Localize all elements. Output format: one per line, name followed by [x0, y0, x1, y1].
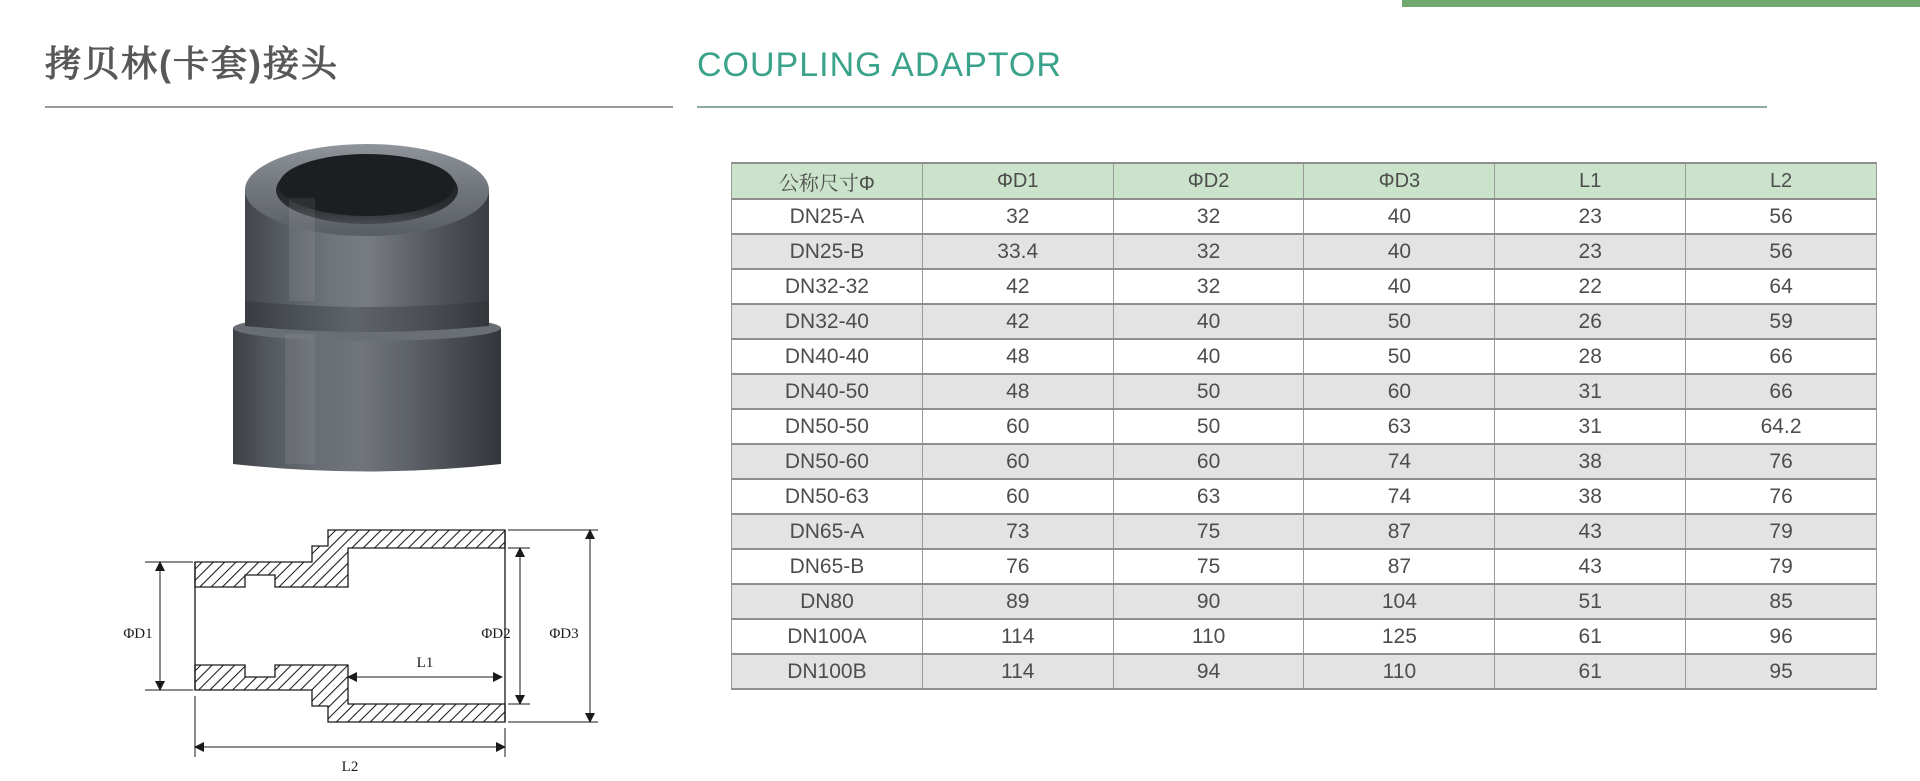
- table-cell: 59: [1686, 304, 1877, 339]
- row-label: DN50-63: [732, 479, 923, 514]
- table-row: [732, 304, 1877, 339]
- dim-label-l1: L1: [416, 655, 434, 671]
- column-header-l1: L1: [1495, 163, 1686, 199]
- table-cell: 104: [1304, 584, 1495, 619]
- table-cell: 94: [1113, 654, 1304, 689]
- table-cell: 42: [922, 304, 1113, 339]
- table-cell: 110: [1113, 619, 1304, 654]
- table-cell: 90: [1113, 584, 1304, 619]
- table-cell: 50: [1304, 304, 1495, 339]
- table-cell: 43: [1495, 549, 1686, 584]
- dim-label-d2: ΦD2: [481, 626, 511, 642]
- table-cell: 50: [1113, 409, 1304, 444]
- table-cell: 32: [1113, 199, 1304, 234]
- table-row: [732, 514, 1877, 549]
- table-cell: 51: [1495, 584, 1686, 619]
- section-bottom-wall: [195, 665, 505, 722]
- table-cell: 87: [1304, 514, 1495, 549]
- table-cell: 28: [1495, 339, 1686, 374]
- table-cell: 31: [1495, 409, 1686, 444]
- table-row: [732, 584, 1877, 619]
- dim-label-d3: ΦD3: [549, 626, 579, 642]
- table-cell: 48: [922, 374, 1113, 409]
- photo-lower-body: [233, 328, 501, 472]
- table-cell: 85: [1686, 584, 1877, 619]
- table-cell: 61: [1495, 619, 1686, 654]
- table-row: [732, 479, 1877, 514]
- row-label: DN65-A: [732, 514, 923, 549]
- table-cell: 56: [1686, 234, 1877, 269]
- row-label: DN65-B: [732, 549, 923, 584]
- table-cell: 79: [1686, 549, 1877, 584]
- table-cell: 64.2: [1686, 409, 1877, 444]
- dim-label-d1: ΦD1: [123, 626, 153, 642]
- table-cell: 76: [1686, 444, 1877, 479]
- table-cell: 40: [1304, 234, 1495, 269]
- table-cell: 74: [1304, 444, 1495, 479]
- table-cell: 76: [1686, 479, 1877, 514]
- table-cell: 114: [922, 619, 1113, 654]
- table-cell: 96: [1686, 619, 1877, 654]
- table-cell: 22: [1495, 269, 1686, 304]
- spec-table: [731, 162, 1877, 690]
- title-underline-right: [697, 106, 1767, 108]
- row-label: DN40-50: [732, 374, 923, 409]
- table-cell: 50: [1304, 339, 1495, 374]
- table-cell: 87: [1304, 549, 1495, 584]
- table-cell: 61: [1495, 654, 1686, 689]
- table-cell: 114: [922, 654, 1113, 689]
- table-cell: 60: [1113, 444, 1304, 479]
- row-label: DN50-50: [732, 409, 923, 444]
- page-title-english: COUPLING ADAPTOR: [697, 46, 1062, 84]
- table-cell: 40: [1113, 339, 1304, 374]
- table-row: [732, 199, 1877, 234]
- table-cell: 75: [1113, 514, 1304, 549]
- table-cell: 33.4: [922, 234, 1113, 269]
- table-cell: 40: [1113, 304, 1304, 339]
- row-label: DN50-60: [732, 444, 923, 479]
- row-label: DN80: [732, 584, 923, 619]
- table-cell: 42: [922, 269, 1113, 304]
- technical-drawing: [90, 515, 610, 781]
- table-cell: 75: [1113, 549, 1304, 584]
- table-row: [732, 654, 1877, 689]
- row-label: DN100B: [732, 654, 923, 689]
- table-cell: 60: [1304, 374, 1495, 409]
- table-cell: 125: [1304, 619, 1495, 654]
- row-label: DN25-A: [732, 199, 923, 234]
- spec-table-body: [732, 199, 1877, 689]
- table-cell: 63: [1113, 479, 1304, 514]
- table-row: [732, 269, 1877, 304]
- table-cell: 48: [922, 339, 1113, 374]
- column-header-d3: ΦD3: [1304, 163, 1495, 199]
- table-cell: 60: [922, 409, 1113, 444]
- table-cell: 32: [1113, 234, 1304, 269]
- table-cell: 74: [1304, 479, 1495, 514]
- row-label: DN40-40: [732, 339, 923, 374]
- table-cell: 63: [1304, 409, 1495, 444]
- table-cell: 79: [1686, 514, 1877, 549]
- photo-highlight-lower: [285, 334, 315, 464]
- row-label: DN100A: [732, 619, 923, 654]
- table-row: [732, 374, 1877, 409]
- table-cell: 66: [1686, 339, 1877, 374]
- table-cell: 66: [1686, 374, 1877, 409]
- table-cell: 60: [922, 444, 1113, 479]
- accent-bar: [1402, 0, 1920, 7]
- table-cell: 26: [1495, 304, 1686, 339]
- table-row: [732, 549, 1877, 584]
- table-cell: 110: [1304, 654, 1495, 689]
- title-underline-left: [45, 106, 673, 108]
- table-cell: 23: [1495, 234, 1686, 269]
- table-cell: 43: [1495, 514, 1686, 549]
- table-row: [732, 339, 1877, 374]
- photo-highlight-upper: [289, 198, 315, 301]
- column-header-size: 公称尺寸Φ: [732, 163, 923, 199]
- table-cell: 50: [1113, 374, 1304, 409]
- table-cell: 56: [1686, 199, 1877, 234]
- row-label: DN25-B: [732, 234, 923, 269]
- table-row: [732, 444, 1877, 479]
- column-header-d1: ΦD1: [922, 163, 1113, 199]
- product-photo: [231, 138, 503, 478]
- column-header-l2: L2: [1686, 163, 1877, 199]
- table-cell: 23: [1495, 199, 1686, 234]
- dim-label-l2: L2: [341, 759, 359, 775]
- table-cell: 32: [1113, 269, 1304, 304]
- table-cell: 40: [1304, 269, 1495, 304]
- table-cell: 64: [1686, 269, 1877, 304]
- row-label: DN32-32: [732, 269, 923, 304]
- table-cell: 31: [1495, 374, 1686, 409]
- table-cell: 32: [922, 199, 1113, 234]
- table-cell: 40: [1304, 199, 1495, 234]
- table-cell: 38: [1495, 444, 1686, 479]
- table-cell: 95: [1686, 654, 1877, 689]
- table-cell: 60: [922, 479, 1113, 514]
- row-label: DN32-40: [732, 304, 923, 339]
- table-cell: 38: [1495, 479, 1686, 514]
- section-top-wall: [195, 530, 505, 587]
- header-row: [732, 163, 1877, 199]
- table-cell: 76: [922, 549, 1113, 584]
- table-row: [732, 619, 1877, 654]
- column-header-d2: ΦD2: [1113, 163, 1304, 199]
- table-cell: 89: [922, 584, 1113, 619]
- table-row: [732, 234, 1877, 269]
- table-cell: 73: [922, 514, 1113, 549]
- spec-table-header: [732, 163, 1877, 199]
- table-row: [732, 409, 1877, 444]
- page-title-chinese: 拷贝林(卡套)接头: [45, 43, 339, 84]
